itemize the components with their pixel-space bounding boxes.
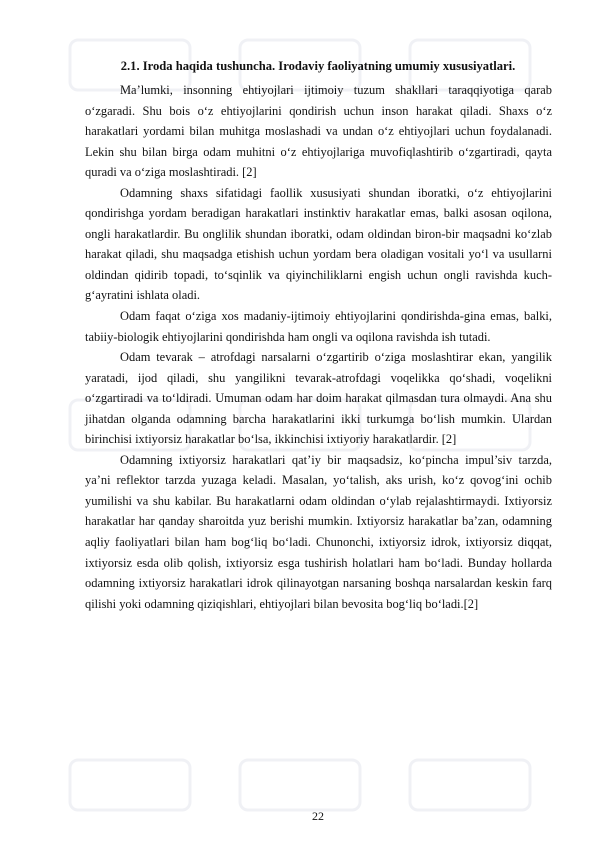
body-text <box>85 80 552 614</box>
section-heading: 2.1. Iroda haqida tushuncha. Irodaviy faoliyatning umumiy xususiyatlari. <box>120 59 516 73</box>
paragraph-2: Odamning shaxs sifatidagi faollik xususiyati shundan iboratki, o‘z ehtiyojlarini qondirishga yordam beradigan harakatlari instinktiv harakatlar emas, balki asosan oqilona, ongli harakatlardir. Bu onglilik shundan iboratki, odam oldindan biron-bir maqsadni ko‘zlab harakat qiladi, shu maqsadga etishish uchun yordam bera oladigan vositali yo‘l va usullarni oldindan qidirib topadi, to‘sqinlik va qiyinchiliklarni engish uchun ongli ravishda kuch-g‘ayratini ishlata oladi. <box>85 185 552 303</box>
paragraph-5: Odamning ixtiyorsiz harakatlari qat’iy bir maqsadsiz, ko‘pincha impul’siv tarzda, ya’ni reflektor tarzda yuzaga keladi. Masalan, yo‘talish, aks urish, ko‘z qovog‘ini ochib yumilishi va shu kabilar. Bu harakatlarni odam oldindan o‘ylab rejalashtirmaydi. Ixtiyorsiz harakatlar har qanday sharoitda yuz berishi mumkin. Ixtiyorsiz harakatlar ba’zan, odamning aqliy faoliyatlari bilan ham bog‘liq bo‘ladi. Chunonchi, ixtiyorsiz idrok, ixtiyorsiz diqqat, ixtiyorsiz esda olib qolish, ixtiyorsiz esga tushirish holatlari ham bo‘ladi. Bunday hollarda odamning ixtiyorsiz harakatlari idrok qilinayotgan narsaning boshqa narsalardan keskin farq qilishi yoki odamning qiziqishlari, ehtiyojlari bilan bevosita bog‘liq bo‘ladi.[2] <box>85 452 552 611</box>
paragraph-3: Odam faqat o‘ziga xos madaniy-ijtimoiy ehtiyojlarini qondirishda-gina emas, balki, tabiiy-biologik ehtiyojlarini qondirishda ham ongli va oqilona ravishda ish tutadi. <box>85 309 552 344</box>
paragraph-1: Ma’lumki, insonning ehtiyojlari ijtimoiy tuzum shakllari taraqqiyotiga qarab o‘zgaradi. Shu bois o‘z ehtiyojlarini qondirish uchun inson harakat qiladi. Shaxs o‘z harakatlari yordami bilan muhitga moslashadi va undan o‘z ehtiyojlari uchun foydalanadi. Lekin shu bilan birga odam muhitni o‘z ehtiyojlariga muvofiqlashtirib o‘zgartiradi, qayta quradi va o‘ziga moslashtiradi. [2] <box>85 83 552 180</box>
paragraph-4: Odam tevarak – atrofdagi narsalarni o‘zgartirib o‘ziga moslashtirar ekan, yangilik yaratadi, ijod qiladi, shu yangilikni tevarak-atrofdagi voqelikka qo‘shadi, voqelikni o‘zgartiradi va to‘ldiradi. Umuman odam har doim harakat qilmasdan tura olmaydi. Ana shu jihatdan olganda odamning barcha harakatlarini ikki turkumga bo‘lish mumkin. Ulardan birinchisi ixtiyorsiz harakatlar bo‘lsa, ikkinchisi ixtiyoriy harakatlardir. [2] <box>85 350 552 447</box>
page-number: 22 <box>312 809 324 823</box>
